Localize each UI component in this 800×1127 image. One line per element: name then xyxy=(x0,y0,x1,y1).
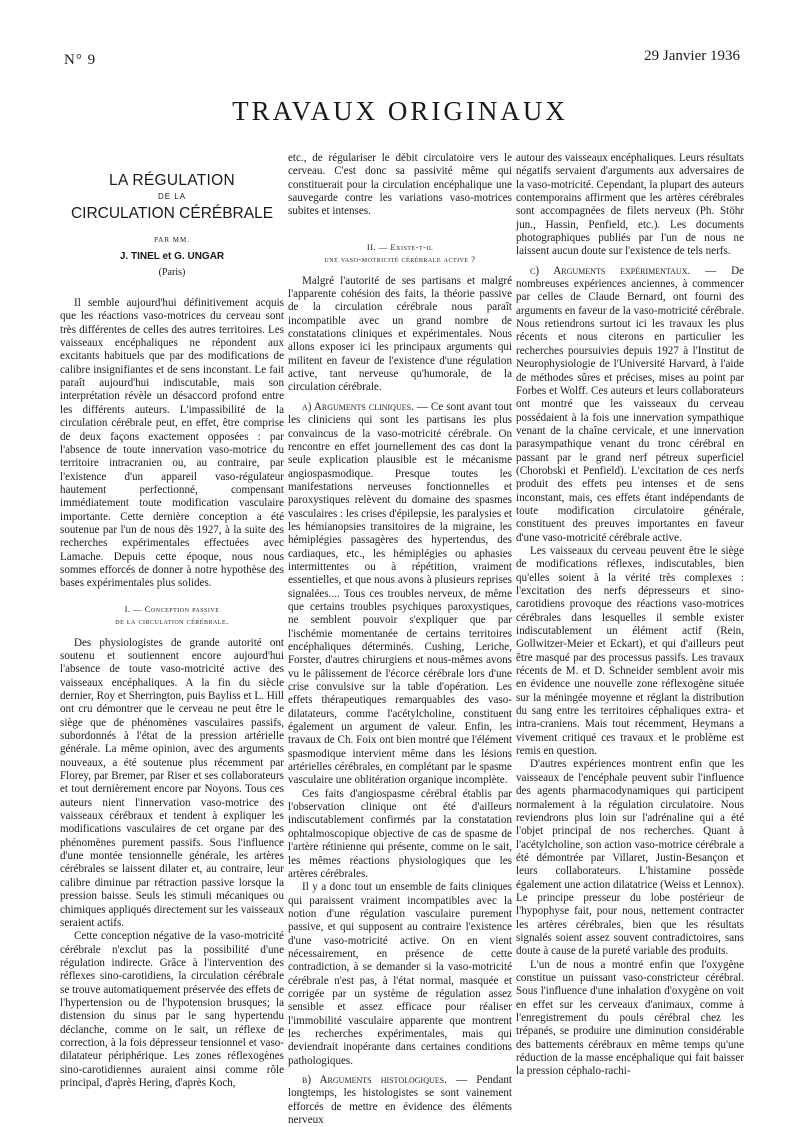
section-heading-2-line1: II. — Existe-t-il xyxy=(366,241,434,252)
paragraph: D'autres expériences montrent enfin que les vaisseaux de l'encéphale peuvent subir l'influence des agents pharmacodynamiques qui participent normalement à la régulation circulatoire. Nous reviendrons plus loin sur l'adrénaline qui a été l'objet principal de nos recherches. Quant à l'acétylcholine, son action vaso-motrice cérébrale a été démontrée par Villaret, Justin-Besançon et leurs collaborateurs. L'histamine possède également une action dilatatrice (Weiss et Lennox). Le principe presseur du lobe postérieur de l'hypophyse fait, pour nous, nettement contracter les artères cérébrales, bien que les résultats signalés soient assez souvent contradictoires, sans doute à cause de la pureté variable des produits. xyxy=(516,758,744,958)
subsection-heading: c) Arguments expérimentaux. xyxy=(530,264,691,277)
section-heading-1 xyxy=(60,603,284,627)
article-title-line2: DE LA xyxy=(157,192,187,202)
paragraph xyxy=(516,265,744,545)
paragraph: Malgré l'autorité de ses partisans et malgré l'apparente cohésion des faits, la théorie passive de la circulation cérébrale nous paraît incompatible avec un grand nombre de constatations cliniques et expérimentales. Nous allons exposer ici les principaux arguments qui militent en faveur de l'existence d'une régulation active, tant nerveuse qu'humorale, de la circulation cérébrale. xyxy=(288,274,512,394)
paragraph: etc., de régulariser le débit circulatoire vers le cerveau. C'est donc sa passivité même qui constituerait pour la circulation encéphalique une sauvegarde contre les variations vaso-motrices subites et intenses. xyxy=(288,152,512,218)
issue-date: 29 Janvier 1936 xyxy=(644,48,740,64)
intro-paragraph: Il semble aujourd'hui définitivement acquis que les réactions vaso-motrices du cerveau sont très différentes de celles des autres territoires. Les vaisseaux encéphaliques ne répondent aux excitants habituels que par des modifications de calibre insignifiantes et de sens inconstant. Le fait paraît aujourd'hui indiscutable, mais son interprétation révèle un désaccord profond entre les différents auteurs. L'impassibilité de la circulation cérébrale peut, en effet, être comprise de deux façons exactement opposées : par l'absence de toute innervation vaso-motrice du territoire intracranien ou, au contraire, par l'existence d'un appareil vaso-régulateur hautement perfectionné, compensant immédiatement toute modification vasculaire importante. Cette dernière conception a été soutenue par l'un de nous dès 1927, à la suite des recherches expérimentales effectuées avec Lamache. Depuis cette époque, nous nous sommes efforcés de donner à notre hypothèse des bases expérimentales plus solides. xyxy=(60,297,284,590)
paragraph: Il y a donc tout un ensemble de faits cliniques qui paraissent vraiment incompatibles avec la notion d'une régulation vasculaire purement passive, et qui supposent au contraire l'existence d'une vaso-motricité active. On en vient nécessairement, en présence de cette contradiction, à se demander si la vaso-motricité cérébrale n'est pas, à l'état normal, masquée et corrigée par un système de régulation assez sensible et assez efficace pour réaliser l'immobilité vasculaire apparente que montrent les recherches expérimentales, mais qui deviendrait inopérante dans certaines conditions pathologiques. xyxy=(288,881,512,1067)
section-heading-2 xyxy=(288,241,512,265)
paragraph: Les vaisseaux du cerveau peuvent être le siège de modifications réflexes, indiscutables, bien qu'elles soient à la vérité très complexes : l'excitation des nerfs dépresseurs et sino-carotidiens provoque des réactions vaso-motrices cérébrales dans lesquelles il semble exister indiscutablement un élément actif (Rein, Gollwitzer-Meier et Eckart), et qui d'ailleurs peut être masqué par des processus passifs. Les travaux récents de M. et D. Schneider semblent avoir mis en évidence une nouvelle zone réflexogène située sur la méningée moyenne et réglant la distribution du sang entre les territoires céphaliques extra- et intra-craniens. Mais tout récemment, Heymans a vivement critiqué ces travaux et le problème est remis en question. xyxy=(516,544,744,758)
paragraph: autour des vaisseaux encéphaliques. Leurs résultats négatifs servaient d'arguments aux adversaires de la vaso-motricité. Cependant, la plupart des auteurs contemporains affirment que les artères cérébrales sont accompagnées de filets nerveux (Ph. Stöhr jun., Hassin, Penfield, etc.). Les documents photographiques publiés par l'un de nous ne laissent aucun doute sur l'existence de tels nerfs. xyxy=(516,152,744,258)
article-authors: J. TINEL et G. UNGAR xyxy=(119,251,225,263)
paragraph: L'un de nous a montré enfin que l'oxygène constitue un puissant vaso-constricteur cérébral. Sous l'influence d'une inhalation d'oxygène on voit en effet sur les cerveaux d'animaux, comme à l'enregistrement du pouls cérébral chez les trépanés, se produire une diminution considérable des battements cérébraux en même temps qu'une réduction de la masse encéphalique qui fait baisser la pression céphalo-rachi- xyxy=(516,958,744,1078)
paragraph-text: — Pendant longtemps, les histologistes se sont vainement efforcés de mettre en évidence des éléments nerveux xyxy=(288,1074,512,1127)
article-title-line3: CIRCULATION CÉRÉBRALE xyxy=(70,204,274,222)
article-title-line1: LA RÉGULATION xyxy=(109,172,235,189)
section-heading-2-line2: une vaso-motricité cérébrale active ? xyxy=(324,253,476,264)
column-3 xyxy=(516,152,744,1079)
paragraph: Ces faits d'angiospasme cérébral établis par l'observation clinique ont été d'ailleurs indiscutablement confirmés par la constatation ophtalmoscopique objective de cas de spasme de l'artère rétinienne qui présente, comme on le sait, les mêmes réactions physiologiques que les artères cérébrales. xyxy=(288,787,512,880)
section-heading-1-line1: I. — Conception passive xyxy=(124,603,220,614)
section-title: TRAVAUX ORIGINAUX xyxy=(232,96,568,126)
paragraph-text: — Ce sont avant tout les cliniciens qui sont les partisans les plus convaincus de la vaso-motricité cérébrale. On rencontre en effet journellement des cas dont la seule explication plausible est le mécanisme angiospasmodique. Presque toutes les manifestations nerveuses fonctionnelles et paroxystiques relèvent du domaine des spasmes vasculaires : les crises d'épilepsie, les paralysies et les hémianopsies transitoires de la migraine, les hémiplégies passagères des hypertendus, des cardiaques, etc., les hémiplégies ou aphasies intermittentes ou à répétition, vraiment essentielles, et que nous avons à plusieurs reprises signalées.... Tous ces troubles nerveux, de même que certains troubles psychiques paroxystiques, ne semblent pouvoir s'expliquer que par l'ischémie momentanée de certains territoires encéphaliques déterminés. Cushing, Leriche, Forster, d'autres chirurgiens et nous-mêmes avons vu le pâlissement de l'écorce cérébrale lors d'une crise convulsive sur la table d'opération. Les effets thérapeutiques remarquables des vaso-dilatateurs, comme l'acétylcholine, constituent également un argument de valeur. Enfin, les travaux de Ch. Foix ont bien montré que l'élément spasmodique intervient même dans les lésions artérielles cérébrales, en complétant par le spasme vasculaire une oblitération organique incomplète. xyxy=(288,400,513,787)
byline-par: PAR MM. xyxy=(154,236,190,245)
section-heading-1-line2: de la circulation cérébrale. xyxy=(115,615,229,626)
paragraph: Cette conception négative de la vaso-motricité cérébrale n'exclut pas la possibilité d'une régulation indirecte. Grâce à l'intervention des réflexes sino-carotidiens, la circulation cérébrale se trouve automatiquement préservée des effets de l'hypertension ou de l'hypotension brusques; la distension du sinus par le sang hypertendu déclanche, comme on le sait, un réflexe de correction, à la fois dépresseur tensionnel et vaso-dilatateur périphérique. Les zones réflexogènes sino-carotidiennes auraient ainsi comme rôle principal, d'après Hering, d'après Koch, xyxy=(60,930,284,1089)
column-2 xyxy=(288,152,512,1127)
author-city: (Paris) xyxy=(158,266,186,278)
issue-number: N° 9 xyxy=(64,52,97,68)
subsection-heading: a) Arguments cliniques. xyxy=(302,400,414,413)
paragraph: Des physiologistes de grande autorité ont soutenu et soutiennent encore aujourd'hui l'absence de toute vaso-motricité active des vaisseaux encéphaliques. A la fin du siècle dernier, Roy et Sherrington, puis Bayliss et L. Hill ont cru démontrer que le cerveau ne peut être le siège que de phénomènes vasculaires passifs, subordonnés à l'état de la pression artérielle générale. La même opinion, avec des arguments nouveaux, a été soutenue plus récemment par Florey, par Bremer, par Riser et ses collaborateurs et tout dernièrement encore par Noyons. Tous ces auteurs nient l'innervation vaso-motrice des vaisseaux cérébraux et tendent à expliquer les modifications vasculaires de cet organe par des phénomènes purement passifs. Sous l'influence d'une montée tensionnelle générale, les artères cérébrales se laissent dilater et, au contraire, leur calibre diminue par rétraction passive lorsque la pression baisse. Seuls les stimuli mécaniques ou chimiques appliqués directement sur les vaisseaux seraient actifs. xyxy=(60,636,284,929)
paragraph xyxy=(288,401,512,788)
paragraph-text: — De nombreuses expériences anciennes, à commencer par celles de Claude Bernard, ont fourni des arguments en faveur de la vaso-motricité cérébrale. Nous retiendrons surtout ici les travaux les plus récents et nous citerons en particulier les recherches poursuivies depuis 1927 à l'Institut de Neurophysiologie de l'Université Harvard, à l'aide de méthodes sûres et précises, mises au point par Forbes et Wolff. Ces auteurs et leurs collaborateurs ont montré que les vaisseaux du cerveau possédaient à la fois une innervation sympathique venant de la chaîne cervicale, et une innervation parasympathique venant du tronc cérébral en passant par le grand nerf pétreux superficiel (Chorobski et Penfield). L'excitation de ces nerfs produit des effets peu intenses et de sens inconstant, mais, ces effets étant indépendants de toute modification circulatoire générale, constituent des preuves importantes en faveur d'une vaso-motricité cérébrale active. xyxy=(516,264,744,544)
column-1 xyxy=(60,152,284,1090)
subsection-heading: b) Arguments histologiques. xyxy=(302,1074,447,1086)
